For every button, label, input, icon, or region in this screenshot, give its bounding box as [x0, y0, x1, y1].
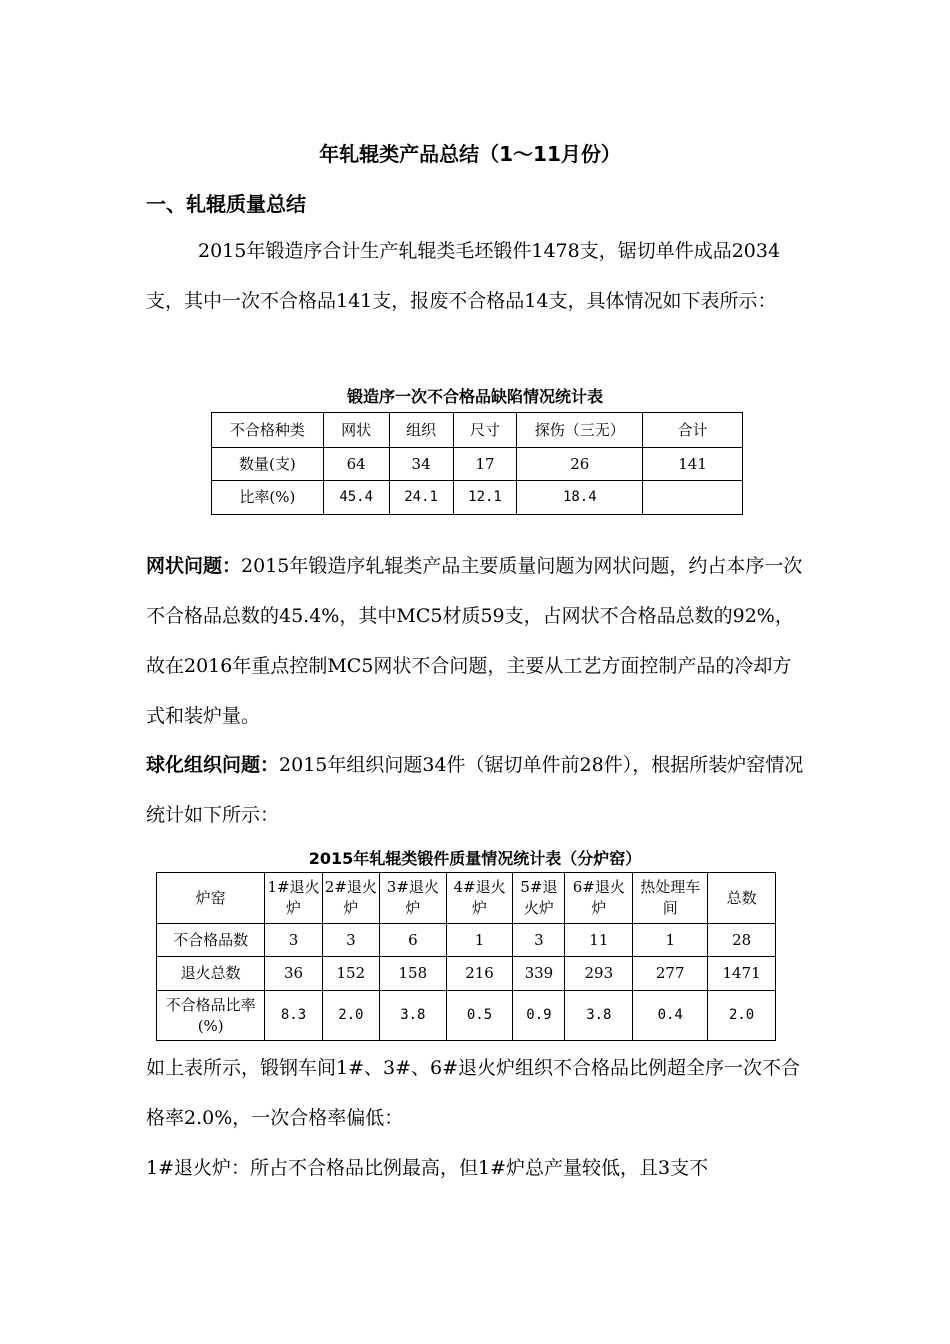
table-cell: 45.4 — [323, 481, 389, 515]
network-issue-label: 网状问题： — [146, 555, 242, 577]
table-header-cell: 总数 — [708, 873, 776, 924]
table-cell: 2.0 — [708, 991, 776, 1041]
table-cell: 1 — [633, 924, 708, 957]
table-cell: 1471 — [708, 957, 776, 991]
table-header-row — [157, 873, 776, 924]
table-cell: 24.1 — [389, 481, 453, 515]
table-header-cell: 探伤（三无） — [517, 413, 643, 448]
table-cell: 12.1 — [453, 481, 517, 515]
table-cell: 6 — [380, 924, 447, 957]
defect-table — [211, 412, 743, 515]
table-cell: 18.4 — [517, 481, 643, 515]
document-title: 年轧辊类产品总结（1～11月份） — [319, 142, 621, 166]
table-cell: 11 — [565, 924, 633, 957]
table-cell: 3.8 — [380, 991, 447, 1041]
furnace1-paragraph: 1#退火炉：所占不合格品比例最高，但1#炉总产量较低，且3支不 — [146, 1157, 709, 1179]
table-cell: 3 — [265, 924, 322, 957]
network-issue-paragraph — [146, 541, 806, 741]
table-header-cell: 4#退火炉 — [446, 873, 513, 924]
table-cell: 不合格品数 — [157, 924, 265, 957]
table-cell: 数量(支) — [212, 448, 324, 481]
table-header-cell: 不合格种类 — [212, 413, 324, 448]
furnace-table — [156, 872, 776, 1041]
table-cell: 34 — [389, 448, 453, 481]
spheroid-issue-text: 2015年组织问题34件（锯切单件前28件），根据所装炉窑情况统计如下所示： — [146, 754, 804, 826]
table-cell: 比率(%) — [212, 481, 324, 515]
summary-paragraph: 如上表所示，锻钢车间1#、3#、6#退火炉组织不合格品比例超全序一次不合格率2.0%，一次合格率偏低： — [146, 1057, 801, 1129]
table-row — [157, 924, 776, 957]
table-cell: 3.8 — [565, 991, 633, 1041]
table-cell: 293 — [565, 957, 633, 991]
table-cell: 64 — [323, 448, 389, 481]
table2-caption: 2015年轧辊类锻件质量情况统计表（分炉窑） — [308, 849, 642, 868]
spheroid-issue-paragraph — [146, 740, 806, 840]
table-header-cell: 3#退火炉 — [380, 873, 447, 924]
table-header-cell: 尺寸 — [453, 413, 517, 448]
table-cell: 141 — [643, 448, 743, 481]
table-cell: 3 — [513, 924, 565, 957]
table-row — [212, 448, 743, 481]
table-cell: 339 — [513, 957, 565, 991]
table-row — [157, 991, 776, 1041]
table-cell: 1 — [446, 924, 513, 957]
table-cell: 36 — [265, 957, 322, 991]
table-cell: 0.5 — [446, 991, 513, 1041]
table-cell: 17 — [453, 448, 517, 481]
table-cell: 28 — [708, 924, 776, 957]
table-cell: 3 — [322, 924, 379, 957]
table-header-cell: 热处理车间 — [633, 873, 708, 924]
table-cell: 26 — [517, 448, 643, 481]
section-heading: 一、轧辊质量总结 — [146, 192, 306, 216]
table1-caption: 锻造序一次不合格品缺陷情况统计表 — [346, 387, 603, 406]
table-cell: 0.9 — [513, 991, 565, 1041]
table-row — [157, 957, 776, 991]
table-header-cell: 合计 — [643, 413, 743, 448]
table-header-cell: 6#退火炉 — [565, 873, 633, 924]
spheroid-issue-label: 球化组织问题： — [146, 754, 280, 776]
table-header-cell: 网状 — [323, 413, 389, 448]
table-header-cell: 组织 — [389, 413, 453, 448]
table-cell: 152 — [322, 957, 379, 991]
table-cell: 2.0 — [322, 991, 379, 1041]
table-cell: 158 — [380, 957, 447, 991]
network-issue-text: 2015年锻造序轧辊类产品主要质量问题为网状问题，约占本序一次不合格品总数的45.4%，其中MC5材质59支，占网状不合格品总数的92%，故在2016年重点控制MC5网状不合问题，主要从工艺方面控制产品的冷却方式和装炉量。 — [146, 555, 803, 727]
table-cell: 8.3 — [265, 991, 322, 1041]
table-cell — [643, 481, 743, 515]
table-header-cell: 炉窑 — [157, 873, 265, 924]
table-cell: 216 — [446, 957, 513, 991]
intro-paragraph: 2015年锻造序合计生产轧辊类毛坯锻件1478支，锯切单件成品2034支，其中一次不合格品141支，报废不合格品14支，具体情况如下表所示： — [146, 240, 781, 312]
table-cell: 0.4 — [633, 991, 708, 1041]
table-header-cell: 2#退火炉 — [322, 873, 379, 924]
table-cell: 277 — [633, 957, 708, 991]
table-header-cell: 5#退火炉 — [513, 873, 565, 924]
table-header-cell: 1#退火炉 — [265, 873, 322, 924]
table-cell: 退火总数 — [157, 957, 265, 991]
table-row — [212, 481, 743, 515]
table-cell: 不合格品比率(%) — [157, 991, 265, 1041]
table-header-row — [212, 413, 743, 448]
